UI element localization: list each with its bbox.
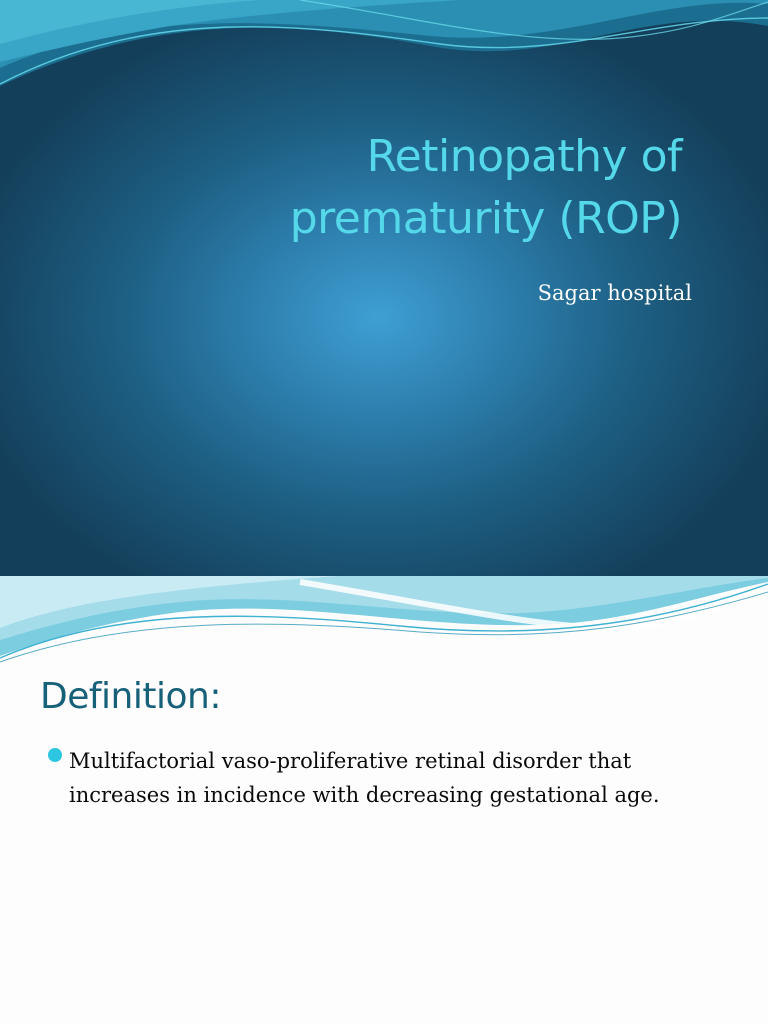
top-wave-decoration bbox=[0, 576, 768, 686]
slide-title-line-2: prematurity (ROP) bbox=[289, 193, 682, 244]
slide-subtitle: Sagar hospital bbox=[537, 281, 692, 305]
slide-heading: Definition: bbox=[40, 676, 221, 717]
bullet-list bbox=[48, 744, 728, 812]
slide-title-line-1: Retinopathy of bbox=[366, 131, 682, 182]
definition-slide bbox=[0, 576, 768, 1024]
bullet-item bbox=[48, 744, 728, 812]
bullet-text: Multifactorial vaso-proliferative retinal disorder that increases in incidence with decreasing gestational age. bbox=[69, 749, 660, 807]
slide-title bbox=[122, 126, 682, 250]
bullet-dot-icon bbox=[48, 748, 62, 762]
